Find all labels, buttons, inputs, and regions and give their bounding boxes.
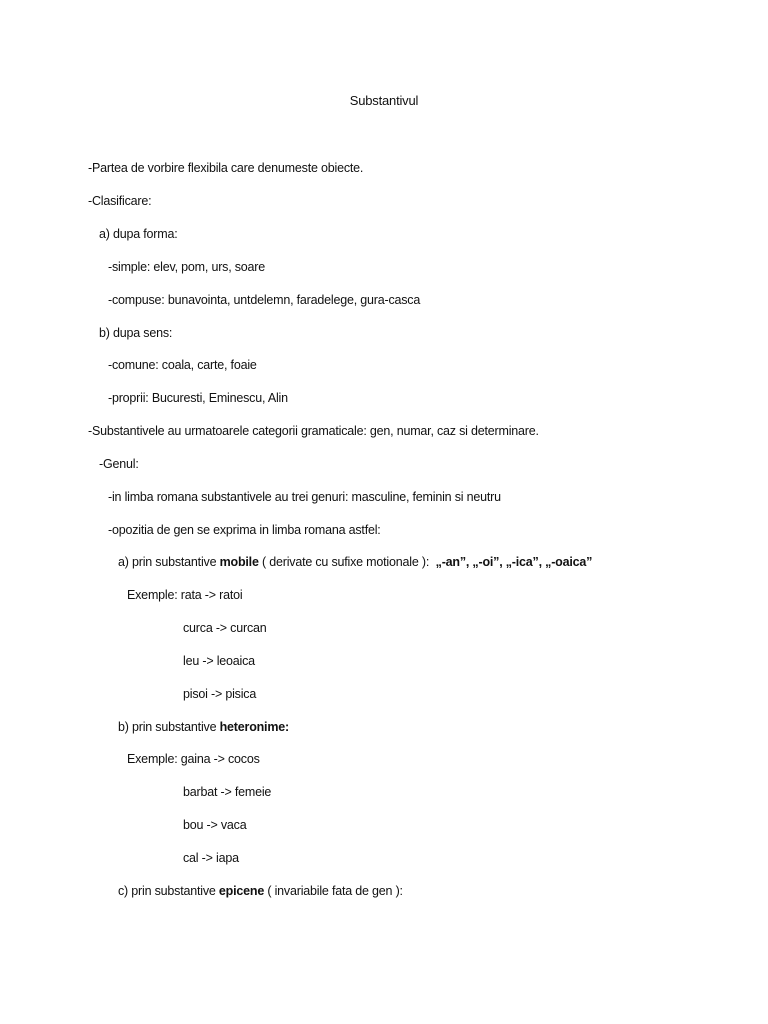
text-line: a) dupa forma: xyxy=(99,227,178,241)
text-line: Exemple: rata -> ratoi xyxy=(127,588,243,602)
text-run: c) prin substantive xyxy=(118,884,216,898)
page-title: Substantivul xyxy=(349,93,419,108)
text-line: -simple: elev, pom, urs, soare xyxy=(108,260,266,274)
text-line xyxy=(118,719,289,735)
bold-term: epicene xyxy=(218,884,265,898)
text-line: barbat -> femeie xyxy=(183,785,272,799)
text-line: Exemple: gaina -> cocos xyxy=(127,752,260,766)
bold-term: mobile xyxy=(219,555,259,569)
suffix-list: „-an”, „-oi”, „-ica”, „-oaica” xyxy=(435,555,593,569)
text-line: -Genul: xyxy=(99,457,139,471)
text-line xyxy=(118,554,592,570)
text-run: ( invariabile fata de gen ): xyxy=(267,884,403,898)
text-line: leu -> leoaica xyxy=(183,654,255,668)
text-line xyxy=(118,883,403,899)
text-run: ( derivate cu sufixe motionale ): xyxy=(262,555,430,569)
text-line: -Clasificare: xyxy=(88,194,152,208)
text-line: -compuse: bunavointa, untdelemn, faradelege, gura-casca xyxy=(108,293,421,307)
text-line: -Partea de vorbire flexibila care denumeste obiecte. xyxy=(88,161,364,175)
text-line: curca -> curcan xyxy=(183,621,267,635)
text-line: -comune: coala, carte, foaie xyxy=(108,358,257,372)
bold-term: heteronime: xyxy=(219,720,289,734)
text-line: pisoi -> pisica xyxy=(183,687,257,701)
text-line: -in limba romana substantivele au trei genuri: masculine, feminin si neutru xyxy=(108,490,501,504)
text-line: -proprii: Bucuresti, Eminescu, Alin xyxy=(108,391,288,405)
text-line: -opozitia de gen se exprima in limba romana astfel: xyxy=(108,523,381,537)
text-line: cal -> iapa xyxy=(183,851,239,865)
text-line: -Substantivele au urmatoarele categorii gramaticale: gen, numar, caz si determinare. xyxy=(88,424,539,438)
text-line: b) dupa sens: xyxy=(99,326,173,340)
text-run: b) prin substantive xyxy=(118,720,217,734)
text-run: a) prin substantive xyxy=(118,555,217,569)
text-line: bou -> vaca xyxy=(183,818,247,832)
